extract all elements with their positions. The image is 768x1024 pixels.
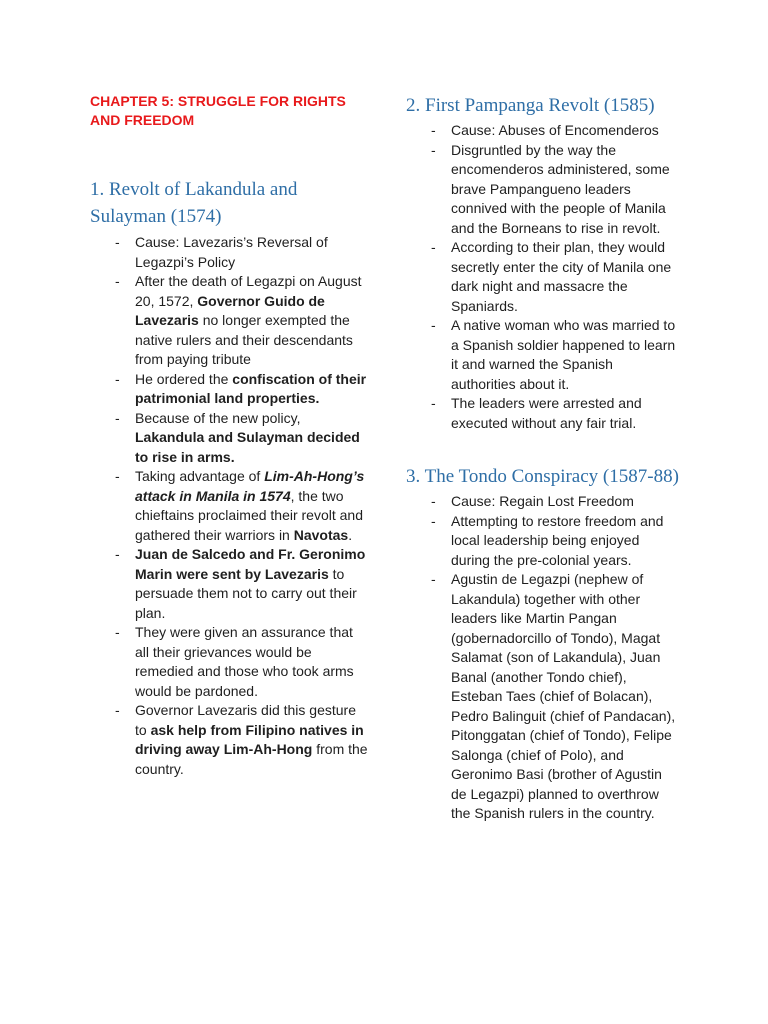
list-item-text: , the two chieftains proclaimed their revolt and gathered their warriors in xyxy=(135,487,364,543)
list-item xyxy=(90,545,368,623)
list-item-text: After the death of Legazpi on August 20, 1572, xyxy=(135,273,362,309)
list-item-text: Agustin de Legazpi (nephew of Lakandula) together with other leaders like Martin Pangan (gobernadorcillo of Tondo), Magat Salamat (son of Lakandula), Juan Banal (another Tondo chief), Esteban Taes (chief of Bolacan), Pedro Balinguit (chief of Pandacan), Pitonggatan (chief of Tondo), Felipe Salonga (chief of Polo), and Geronimo Basi (brother of Agustin de Legazpi) planned to overthrow the Spanish rulers in the country. xyxy=(451,571,676,821)
list-item xyxy=(406,141,681,239)
list-item-text: Cause: Abuses of Encomenderos xyxy=(451,122,659,138)
list-item-text: Cause: Lavezaris’s Reversal of Legazpi’s Policy xyxy=(135,234,328,270)
section-3-heading: 3. The Tondo Conspiracy (1587-88) xyxy=(406,466,679,487)
list-item-text: Navotas xyxy=(293,526,349,543)
list-item xyxy=(406,316,681,394)
list-item-text: They were given an assurance that all their grievances would be remedied and those who took arms would be pardoned. xyxy=(135,624,354,699)
list-item xyxy=(406,238,681,316)
list-item xyxy=(90,701,368,779)
list-item-text: no longer exempted the native rulers and their descendants from paying tribute xyxy=(135,312,353,367)
section-1-list xyxy=(90,233,368,779)
list-item xyxy=(90,409,368,468)
list-item xyxy=(406,492,681,512)
list-item-text: Attempting to restore freedom and local leadership being enjoyed during the pre-colonial years. xyxy=(451,512,664,568)
chapter-title: CHAPTER 5: STRUGGLE FOR RIGHTS AND FREEDOM xyxy=(90,93,346,128)
list-item-text: He ordered the xyxy=(135,370,233,387)
list-item-text: Juan de Salcedo and Fr. Geronimo Marin were sent by Lavezaris xyxy=(135,546,366,582)
list-item-text: Cause: Regain Lost Freedom xyxy=(451,493,634,509)
list-item-text: confiscation of their patrimonial land properties. xyxy=(135,370,367,406)
list-item xyxy=(406,121,681,141)
list-item xyxy=(90,467,368,545)
section-1-heading: 1. Revolt of Lakandula and Sulayman (1574) xyxy=(90,179,298,227)
right-column xyxy=(406,92,681,824)
list-item-text: A native woman who was married to a Spanish soldier happened to learn it and warned the Spanish authorities about it. xyxy=(451,317,676,392)
list-item xyxy=(406,512,681,571)
list-item xyxy=(90,370,368,409)
section-3-list xyxy=(406,492,681,824)
list-item xyxy=(406,394,681,433)
list-item-text: Governor Guido de Lavezaris xyxy=(135,292,325,328)
list-item-text: The leaders were arrested and executed without any fair trial. xyxy=(451,395,642,431)
list-item-text: According to their plan, they would secretly enter the city of Manila one dark night and massacre the Spaniards. xyxy=(451,239,672,314)
list-item-text: . xyxy=(348,526,353,543)
list-item xyxy=(90,623,368,701)
section-2-list xyxy=(406,121,681,433)
list-item-text: ask help from Filipino natives in driving away Lim-Ah-Hong xyxy=(135,721,364,757)
list-item-text: Lakandula and Sulayman decided to rise in arms. xyxy=(135,429,360,465)
section-2-heading: 2. First Pampanga Revolt (1585) xyxy=(406,95,655,116)
list-item-text: Governor Lavezaris did this gesture to xyxy=(135,702,356,738)
list-item xyxy=(406,570,681,824)
list-item-text: Because of the new policy, xyxy=(135,409,301,426)
list-item xyxy=(90,272,368,370)
list-item xyxy=(90,233,368,272)
left-column xyxy=(90,92,368,779)
list-item-text: from the country. xyxy=(135,741,368,777)
list-item-text: Taking advantage of xyxy=(135,468,265,484)
list-item-text: Disgruntled by the way the encomenderos administered, some brave Pampangueno leaders connived with the people of Manila and the Borneans to rise in revolt. xyxy=(451,141,670,236)
list-item-text: Lim-Ah-Hong’s attack in Manila in 1574 xyxy=(135,468,365,504)
section-2 xyxy=(406,92,681,433)
list-item-text: to persuade them not to carry out their plan. xyxy=(135,565,357,621)
